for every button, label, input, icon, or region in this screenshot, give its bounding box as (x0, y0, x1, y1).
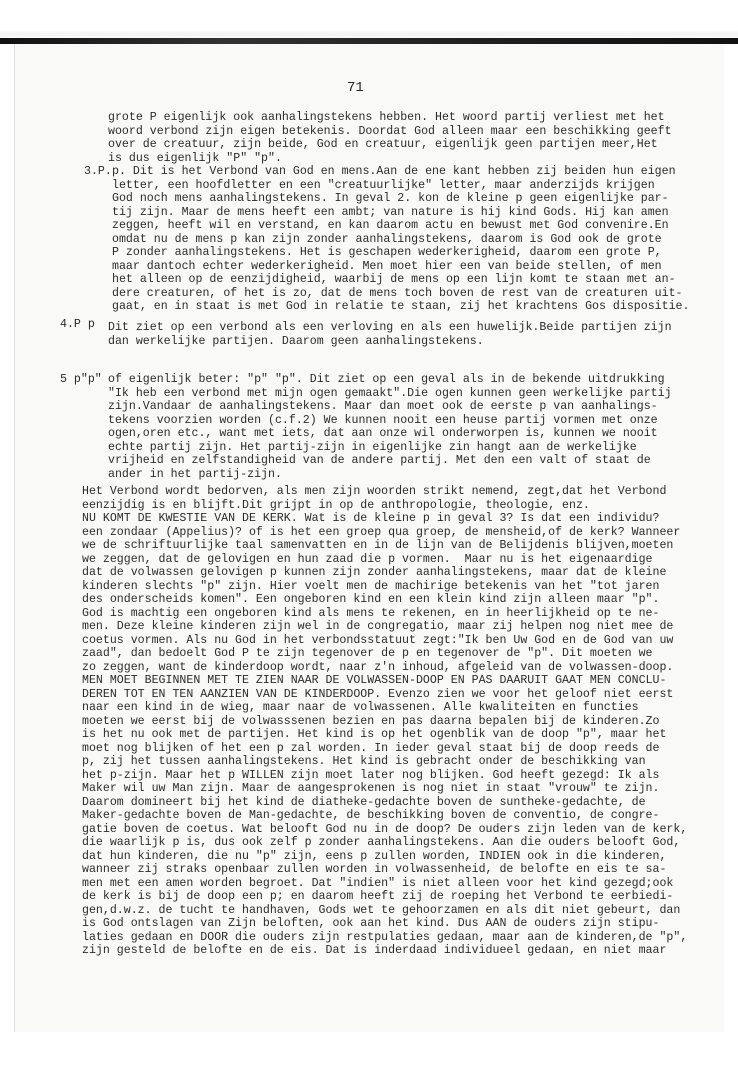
text-line: Daarom domineert bij het kind de diatheke-gedachte boven de suntheke-gedachte, de (82, 795, 646, 809)
text-line: God is machtig een ongeboren kind als mens te rekenen, en in heerlijkheid op te ne- (82, 606, 660, 620)
text-line: naar een kind in de wieg, maar naar de volwassenen. Alle kwaliteiten en functies (82, 701, 639, 714)
text-line: tij zijn. Maar de mens heeft een ambt; van nature is hij kind Gods. Hij kan amen (112, 205, 669, 219)
text-line: is God ontslagen van Zijn beloften, ook aan het kind. Dus AAN de ouders zijn stipu- (82, 917, 660, 930)
text-line: MEN MOET BEGINNEN MET TE ZIEN NAAR DE VOLWASSEN-DOOP EN PAS DAARUIT GAAT MEN CONCLU- (82, 674, 667, 687)
section-4-label: 4.P p (60, 318, 95, 331)
text-line: Het Verbond wordt bedorven, als men zijn woorden strikt nemend, zegt,dat het Verbond (82, 485, 667, 498)
text-line: die waarlijk p is, dus ook zelf p zonder aanhalingstekens. Aan die ouders belooft God, (82, 836, 681, 849)
text-line: omdat nu de mens p kan zijn zonder aanhalingstekens, daarom is God ook de grote (112, 232, 662, 246)
text-line: woord verbond zijn eigen betekenis. Doordat God alleen maar een beschikking geeft (108, 124, 672, 138)
text-line: laties gedaan en DOOR die ouders zijn restpulaties gedaan, maar aan de kinderen,de "p", (82, 930, 688, 944)
text-line: we de schriftuurlijke taal samenvatten en in de lijn van de Belijdenis blijven,moeten (82, 539, 674, 552)
text-line: des onderscheids komen". Een ongeboren kind en een klein kind zijn alleen maar "p". (82, 593, 660, 606)
text-line: P zonder aanhalingstekens. Het is geschapen wederkerigheid, daarom een grote P, (112, 246, 662, 259)
text-line: NU KOMT DE KWESTIE VAN DE KERK. Wat is de kleine p in geval 3? Is dat een individu? (82, 512, 660, 525)
section-3-label: 3.P. (84, 165, 112, 178)
text-line: over de creatuur, zijn beide, God en creatuur, eigenlijk geen partijen meer,Het (108, 138, 658, 151)
text-line: zeggen, heeft wil en verstand, en kan daarom actu en bewust met God convenire.En (112, 219, 669, 232)
text-line: dat de volwassen gelovigen p kunnen zijn zonder aanhalingstekens, maar dat de kleine (82, 566, 667, 579)
text-line: coetus vormen. Als nu God in het verbondsstatuut zegt:"Ik ben Uw God en de God van uw (82, 633, 674, 647)
text-line: het alleen op de eenzijdigheid, waarbij de mens op een lijn komt te staan met an- (112, 273, 676, 286)
scan-top-margin (0, 0, 738, 40)
text-line: men. Deze kleine kinderen zijn wel in de congregatio, maar zij helpen nog niet mee de (82, 620, 674, 633)
text-line: dat hun kinderen, die nu "p" zijn, eens p zullen worden, INDIEN ook in die kinderen, (82, 849, 667, 863)
text-line: gen,d.w.z. de tucht te handhaven, Gods wet te gehoorzamen en als dit niet gebeurt, dan (82, 903, 681, 917)
text-line: wanneer zij straks openbaar zullen worden in volwassenheid, de belofte en eis te sa- (82, 863, 667, 876)
text-line: ander in het partij-zijn. (108, 467, 282, 481)
text-line: moet nog blijken of het een p zal worden. In ieder geval staat bij de doop reeds de (82, 741, 660, 755)
body-paragraph (82, 485, 687, 958)
text-line: we zeggen, dat de gelovigen en hun zaad die p vormen. Maar nu is het eigenaardige (82, 552, 653, 566)
text-line: een zondaar (Appelius)? of is het een groep qua groep, de mensheid,of de kerk? Wanneer (82, 525, 681, 539)
text-line: gatie boven de coetus. Wat belooft God nu in de doop? De ouders zijn leden van de kerk, (82, 822, 688, 836)
section-5-label: 5 p"p" (60, 373, 102, 386)
text-line: ogen,oren etc., want met iets, dat aan onze wil onderworpen is, kunnen we nooit (108, 427, 658, 440)
text-line: maar dantoch echter wederkerigheid. Men moet hier een van beide stellen, of men (112, 259, 662, 273)
text-line: Maker-gedachte boven de Man-gedachte, de beschikking boven de conventio, de congre- (82, 809, 660, 822)
section-4-paragraph (108, 321, 672, 348)
text-line: is dus eigenlijk "P" "p". (108, 151, 282, 165)
text-line: tekens voorzien worden (c.f.2) We kunnen nooit een heuse partij vormen met onze (108, 413, 658, 427)
text-line: eenzijdig is en blijft.Dit grijpt in op de anthropologie, theologie, enz. (82, 498, 590, 512)
section-3-paragraph (112, 165, 689, 314)
text-line: Maker wil uw Man zijn. Maar de aangesprokenen is nog niet in staat "vrouw" te zijn. (82, 782, 660, 795)
page-number: 71 (347, 80, 364, 96)
text-line: vrijheid en zelfstandigheid van de andere partij. Met den een valt of staat de (108, 454, 651, 467)
text-line: gaat, en in staat is met God in relatie te staan, zij het krachtens Gos dispositie. (112, 300, 690, 313)
text-line: of eigenlijk beter: "p" "p". Dit ziet op een geval als in de bekende uitdrukking (108, 373, 665, 386)
text-line: zaad", dan bedoelt God P te zijn tegenover de p en tegenover de "p". Dit moeten we (82, 647, 653, 660)
text-line: de kerk is bij de doop een p; en daarom heeft zij de roeping het Verbond te eerbiedi- (82, 890, 674, 903)
intro-paragraph (108, 111, 672, 165)
text-line: moeten we eerst bij de volwasssenen bezien en pas daarna bepalen bij de kinderen.Zo (82, 714, 660, 728)
text-line: is het nu ook met de partijen. Het kind is op het ogenblik van de doop "p", maar het (82, 728, 667, 741)
text-line: grote P eigenlijk ook aanhalingstekens hebben. Het woord partij verliest met het (108, 111, 665, 124)
text-line: p, zij het tussen aanhalingstekens. Het kind is gebracht onder de beschikking van (82, 755, 646, 768)
text-line: zijn.Vandaar de aanhalingstekens. Maar dan moet ook de eerste p van aanhalings- (108, 400, 658, 413)
text-line: DEREN TOT EN TEN AANZIEN VAN DE KINDERDOOP. Evenzo zien we voor het geloof niet eerst (82, 687, 674, 701)
text-line: God noch mens aanhalingstekens. In geval 2. kon de kleine p geen eigenlijke par- (112, 192, 669, 205)
right-margin (724, 44, 738, 1032)
text-line: echte partij zijn. Het partij-zijn in eigenlijke zin hangt aan de werkelijke (108, 440, 637, 454)
section-5-paragraph (108, 373, 672, 481)
text-line: dan werkelijke partijen. Daarom geen aanhalingstekens. (108, 334, 484, 348)
text-line: Dit ziet op een verbond als een verloving en als een huwelijk.Beide partijen zijn (108, 321, 672, 334)
text-line: letter, een hoofdletter en een "creatuurlijke" letter, maar anderzijds krijgen (112, 178, 655, 192)
scan-bottom-margin (0, 1034, 738, 1068)
text-line: p. Dit is het Verbond van God en mens.Aan de ene kant hebben zij beiden hun eigen (112, 165, 676, 178)
text-line: zijn gesteld de belofte en de eis. Dat is inderdaad individueel gedaan, en niet maar (82, 944, 667, 957)
text-line: zo zeggen, want de kinderdoop wordt, naar z'n inhoud, afgeleid van de volwassen-doop. (82, 660, 674, 674)
text-line: kinderen slechts "p" zijn. Hier voelt men de machirige betekenis van het "tot jaren (82, 579, 660, 593)
text-line: "Ik heb een verbond met mijn ogen gemaakt".Die ogen kunnen geen werkelijke partij (108, 386, 672, 400)
text-line: het p-zijn. Maar het p WILLEN zijn moet later nog blijken. God heeft gezegd: Ik als (82, 768, 660, 782)
text-line: dere creaturen, of het is zo, dat de mens toch boven de rest van de creaturen uit- (112, 286, 683, 300)
text-line: men met een amen worden begroet. Dat "indien" is niet alleen voor het kind gezegd;ook (82, 876, 674, 890)
